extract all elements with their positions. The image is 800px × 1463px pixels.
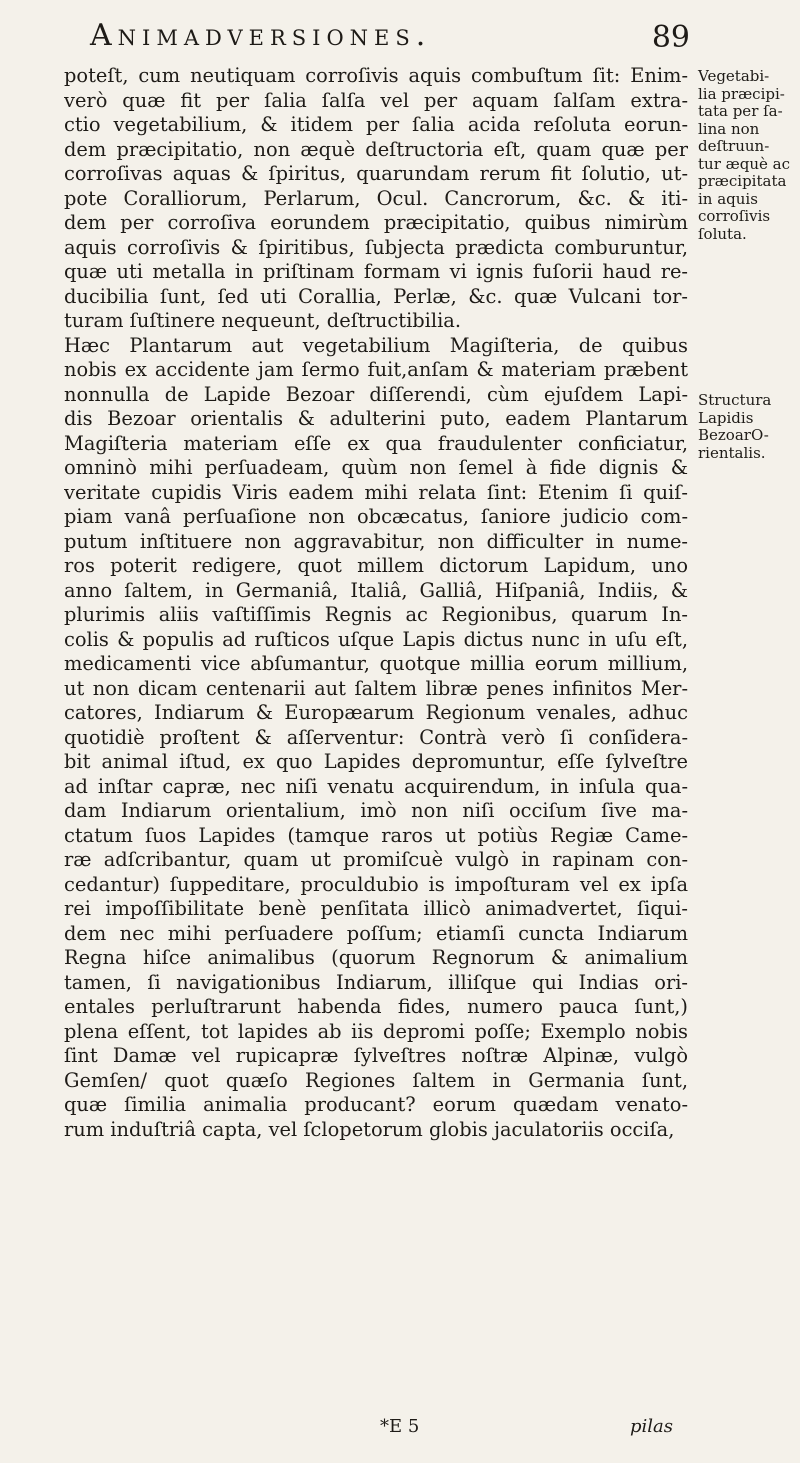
text-line: veritate cupidis Viris eadem mihi relata ſint: Etenim ſi quiſ- [64, 480, 688, 504]
text-line: poteſt, cum neutiquam corroſivis aquis combuſtum ſit: Enim- [64, 64, 688, 87]
text-line: dam Indiarum orientalium, imò non niſi occiſum ſive ma- [64, 799, 688, 822]
text-line: omninò mihi perſuadeam, quùm non ſemel à fide dignis & [64, 456, 688, 479]
text-line: tamen, ſi navigationibus Indiarum, illiſque qui Indias ori- [64, 970, 688, 994]
margin-note-line: ſoluta. [698, 224, 747, 243]
margin-note-line: Lapidis [698, 408, 754, 427]
text-line: catores, Indiarum & Europæarum Regionum venales, adhuc [64, 701, 688, 724]
text-line: aquis corroſivis & ſpiritibus, ſubjecta prædicta comburuntur, [64, 235, 688, 259]
text-line: quotidiè proſtent & aſſerventur: Contrà verò ſi conſidera- [64, 725, 688, 749]
text-line: dem per corroſiva eorundem præcipitatio, quibus nimirùm [64, 211, 688, 234]
text-line: bit animal iſtud, ex quo Lapides depromuntur, eſſe ſylveſtre [64, 750, 688, 773]
text-line: corroſivas aquas & ſpiritus, quarundam rerum fit ſolutio, ut- [64, 162, 688, 185]
margin-note-line: corroſivis [698, 207, 771, 225]
text-line: anno ſaltem, in Germaniâ, Italiâ, Galliâ, Hiſpaniâ, Indiis, & [64, 578, 688, 602]
text-line: plurimis aliis vaſtiſſimis Regnis ac Regionibus, quarum In- [64, 603, 688, 626]
margin-note-line: Vegetabi- [698, 67, 770, 85]
text-line: turam ſuſtinere nequeunt, deſtructibilia. [64, 309, 462, 332]
text-line: medicamenti vice abſumantur, quotque millia eorum millium, [64, 652, 688, 675]
catchword: pilas [630, 1416, 674, 1437]
text-line: putum inſtituere non aggravabitur, non difficulter in nume- [64, 529, 688, 553]
text-line: Gemſen/ quot quæſo Regiones ſaltem in Germania ſunt, [64, 1068, 688, 1092]
text-line: entales perluſtrarunt habenda fides, numero pauca ſunt,) [64, 995, 688, 1018]
signature-mark: *E 5 [380, 1416, 420, 1437]
text-line: ut non dicam centenarii aut ſaltem libræ penes infinitos Mer- [64, 676, 688, 700]
text-line: pote Coralliorum, Perlarum, Ocul. Cancrorum, &c. & iti- [64, 186, 688, 210]
text-line: ræ adſcribantur, quam ut promiſcuè vulgò in rapinam con- [64, 848, 688, 871]
text-line: ros poterit redigere, quot millem dictorum Lapidum, uno [64, 554, 688, 577]
text-line: dis Bezoar orientalis & adulterini puto, eadem Plantarum [64, 407, 688, 430]
margin-note-structura [698, 392, 794, 462]
text-line: ctatum ſuos Lapides (tamque raros ut potiùs Regiæ Came- [64, 823, 688, 847]
text-line: dem nec mihi perſuadere poſſum; etiamſi cuncta Indiarum [64, 921, 688, 945]
main-text [64, 64, 688, 1142]
running-head: Animadversiones. [90, 18, 432, 53]
text-line: rum induſtriâ capta, vel ſclopetorum globis jaculatoriis occiſa, [64, 1117, 675, 1141]
margin-note-line: deſtruun- [698, 137, 770, 155]
page-number: 89 [651, 20, 690, 55]
margin-note-line: tur æquè ac [698, 154, 790, 173]
text-line: Hæc Plantarum aut vegetabilium Magiſteria, de quibus [64, 333, 688, 357]
margin-note-line: lia præcipi- [698, 84, 785, 103]
text-line: nobis ex accidente jam ſermo fuit,anſam & materiam præbent [64, 358, 688, 381]
text-line: cedantur) ſuppeditare, proculdubio is impoſturam vel ex ipſa [64, 872, 688, 896]
page-header [90, 18, 690, 68]
text-line: rei impoſſibilitate benè penſitata illicò animadvertet, ſiqui- [64, 897, 688, 920]
margin-note-line: lina non [698, 119, 760, 138]
margin-note-line: BezoarO- [698, 426, 769, 444]
text-line: plena eſſent, tot lapides ab iis depromi poſſe; Exemplo nobis [64, 1019, 688, 1043]
margin-note-line: præcipitata [698, 172, 787, 190]
margin-note-line: tata per ſa- [698, 102, 783, 120]
text-line: Regna hiſce animalibus (quorum Regnorum & animalium [64, 946, 688, 969]
text-line: ducibilia ſunt, ſed uti Corallia, Perlæ, &c. quæ Vulcani tor- [64, 284, 688, 308]
margin-note-vegetabilia [698, 68, 794, 243]
text-line: colis & populis ad ruſticos uſque Lapis dictus nunc in uſu eſt, [64, 627, 688, 651]
text-line: verò quæ fit per ſalia ſalſa vel per aquam ſalſam extra- [64, 88, 688, 112]
text-line: Magiſteria materiam eſſe ex qua fraudulenter conficiatur, [64, 431, 688, 455]
margin-note-line: rientalis. [698, 443, 766, 462]
text-line: ſint Damæ vel rupicapræ ſylveſtres noſtræ Alpinæ, vulgò [64, 1044, 688, 1067]
text-line: quæ uti metalla in priſtinam formam vi ignis fuſorii haud re- [64, 260, 688, 283]
text-line: nonnulla de Lapide Bezoar diſſerendi, cùm ejuſdem Lapi- [64, 382, 688, 406]
text-line: ctio vegetabilium, & itidem per ſalia acida reſoluta eorun- [64, 113, 688, 136]
margin-note-line: in aquis [698, 189, 758, 208]
text-line: dem præcipitatio, non æquè deſtructoria eſt, quam quæ per [64, 137, 688, 161]
text-line: piam vanâ perſuaſione non obcæcatus, ſaniore judicio com- [64, 505, 688, 528]
text-line: quæ ſimilia animalia producant? eorum quædam venato- [64, 1093, 688, 1116]
text-line: ad inſtar capræ, nec niſi venatu acquirendum, in inſula qua- [64, 774, 688, 798]
margin-note-line: Structura [698, 391, 772, 409]
